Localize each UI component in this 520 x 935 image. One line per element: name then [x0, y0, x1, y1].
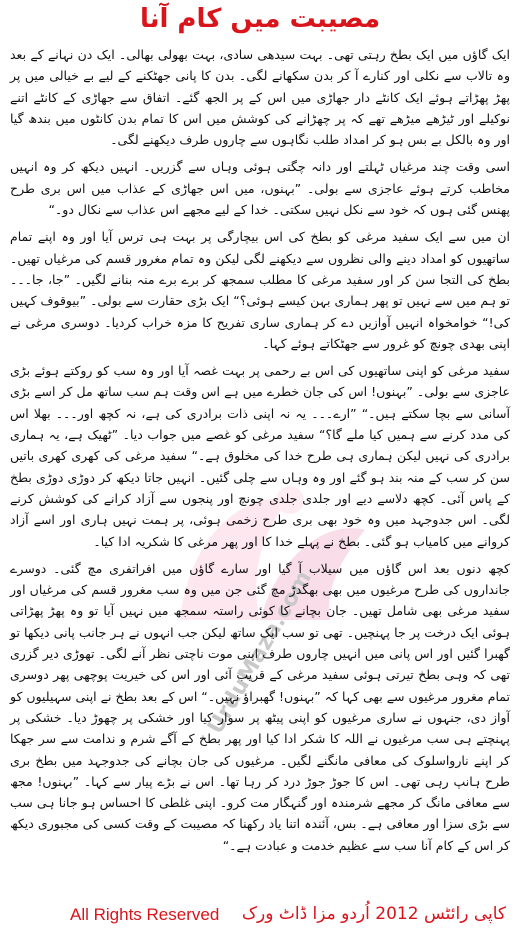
footer-rights-text: All Rights Reserved: [70, 905, 220, 924]
story-paragraph: اسی وقت چند مرغیاں ٹہلتے اور دانہ چگتی ہوئی وہاں سے گزریں۔ انہیں دیکھ کر وہ انہیں مخاطب کرتے ہوئے عاجزی سے بولی۔ ”بہنوں، میں اس جھاڑی کے عذاب میں اس بری طرح پھنس گئی ہوں کہ خود سے نکل نہیں سکتی۔ خدا کے لیے مجھے اس عذاب سے نکال دو۔“: [10, 159, 510, 218]
story-paragraph: کچھ دنوں بعد اس گاؤں میں سیلاب آ گیا اور سارے گاؤں میں افراتفری مچ گئی۔ دوسرے جانداروں کی طرح مرغیوں میں بھی بھگدڑ مچ گئی جن میں وہ سب مغرور قسم کی مرغیاں اور سفید مرغی بھی شامل تھیں۔ جان بچانے کا کوئی راستہ سمجھ میں نہیں آیا تو وہ پھڑ پھڑاتی ہوئی ایک درخت پر جا پہنچیں۔ تھی تو سب ایک ساتھ لیکن جب انہوں نے ہر جانب پانی دیکھا تو گھبرا گئیں اور اس پانی میں انہیں چاروں طرف اپنی موت ناچتی نظر آنے لگی۔ تھوڑی دیر گزری تھی کہ وہی بطخ تیرتی ہوئی سفید مرغی کے قریب آئی اور اس کی خیریت پوچھی پھر دوسری تمام مغرور مرغیوں سے بھی کہا کہ ”بہنوں! گھبراؤ نہیں۔“ اس کے بعد بطخ نے اپنی سہیلیوں کو آواز دی، جنہوں نے ساری مرغیوں کو اپنی پیٹھ پر سوار کیا اور خشکی پر چھوڑ دیا۔ خشکی پر پہنچتے ہی سب مرغیوں نے اللہ کا شکر ادا کیا اور پھر بطخ کے آگے شرم و ندامت سے سر جھکا کر اپنے نارواسلوک کی معافی مانگنے لگیں۔ مرغیوں کی جان بچانے کی جدوجہد میں بطخ بری طرح ہانپ رہی تھی۔ اس کا جوڑ جوڑ درد کر رہا تھا۔ اس نے بڑے پیار سے کہا۔ ”بہنوں! مجھ سے معافی مانگ کر مجھے شرمندہ اور گنہگار مت کرو۔ اپنی غلطی کا احساس ہو جانا ہی سب سے بڑی سزا اور معافی ہے۔ بس، آئندہ اتنا یاد رکھنا کہ مصیبت کے وقت کسی کی مجبوری دیکھ کر اس کے کام آنا سب سے عظیم خدمت و عبادت ہے۔“: [10, 560, 510, 853]
story-paragraph: ایک گاؤں میں ایک بطخ رہتی تھی۔ بہت سیدھی سادی، بہت بھولی بھالی۔ ایک دن نہانے کے بعد وہ تالاب سے نکلی اور کنارے آ کر بدن سکھانے لگی۔ بدن کا پانی جھٹکنے کے لیے بے خیالی میں پر پھڑ پھڑاتے ہوئے ایک کانٹے دار جھاڑی میں اس کے پر الجھ گئے۔ اتفاق سے جھاڑی کے کانٹے اتنے نوکیلے اور ٹیڑھے میڑھے تھے کہ پر چھڑانے کی کوشش میں اس کا تمام بدن کانٹوں میں بندھ گیا اور وہ بالکل بے بس ہو کر امداد طلب نگاہوں سے چاروں طرف دیکھنے لگی۔: [10, 47, 510, 148]
watermark-text: UrduMaza.com: [203, 566, 317, 739]
story-paragraph: سفید مرغی کو اپنی ساتھیوں کی اس بے رحمی پر بہت غصہ آیا اور وہ سب کو روکتے ہوئے بڑی عاجزی سے بولی۔ ”بہنوں! اس کی جان خطرے میں ہے اس وقت ہم سب ساتھ مل کر اسے بڑی آسانی سے بچا سکتے ہیں۔“ ”ارے۔۔۔ یہ نہ اپنی ذات برادری کی ہے، نہ کچھ اور۔۔۔ بھلا اس کی مدد کرنے سے ہمیں کیا ملے گا؟“ سفید مرغی کو غصے میں جواب دیا۔ ”ٹھیک ہے، یہ ہماری برادری کی نہیں لیکن ہماری ہی طرح خدا کی مخلوق ہے۔“ سفید مرغی کی کھری کھری باتیں سن کر سب کے منہ بند ہو گئے اور وہ وہاں سے چلی گئیں۔ انہیں جاتا دیکھ کر دوڑی دوڑی بطخ کے پاس آئی۔ کچھ دلاسے دیے اور جلدی جلدی چونچ اور پنجوں سے آزاد کرانے کی کوشش کرنے لگی۔ اس جدوجہد میں وہ خود بھی بری طرح زخمی ہوئی، پر ہمت نہیں ہاری اور اسے آزاد کروانے میں کامیاب ہو گئی۔ بطخ نے پہلے خدا کا اور پھر مرغی کا شکریہ ادا کیا۔: [10, 363, 510, 549]
page-title: مصیبت میں کام آنا: [139, 4, 381, 34]
story-body: [10, 44, 510, 894]
footer: [0, 903, 520, 933]
story-paragraph: ان میں سے ایک سفید مرغی کو بطخ کی اس بیچارگی پر بہت ہی ترس آیا اور وہ اپنے تمام ساتھیوں کو امداد دینے والی نظروں سے دیکھنے لگی لیکن وہ تمام مغرور قسم کی مرغیاں تھیں۔ بطخ کی التجا سن کر اور سفید مرغی کا مطلب سمجھ کر برے برے منہ بنانے لگیں۔ ”جا، جا۔۔۔ تو ہم میں سے نہیں تو پھر ہماری بہن کیسے ہوئی؟“ ایک بڑی حقارت سے بولی۔ ”بیوقوف کہیں کی!“ خوامخواہ انہیں آوازیں دے کر ہماری ساری تفریح کا مزہ خراب کردیا۔ دوسری مرغی نے اپنی بھدی چونچ کو غرور سے جھٹکاتے ہوئے کہا۔: [10, 229, 510, 351]
footer-copyright-text: کاپی رائٹس 2012 اُردو مزا ڈاٹ ورک: [241, 904, 506, 924]
